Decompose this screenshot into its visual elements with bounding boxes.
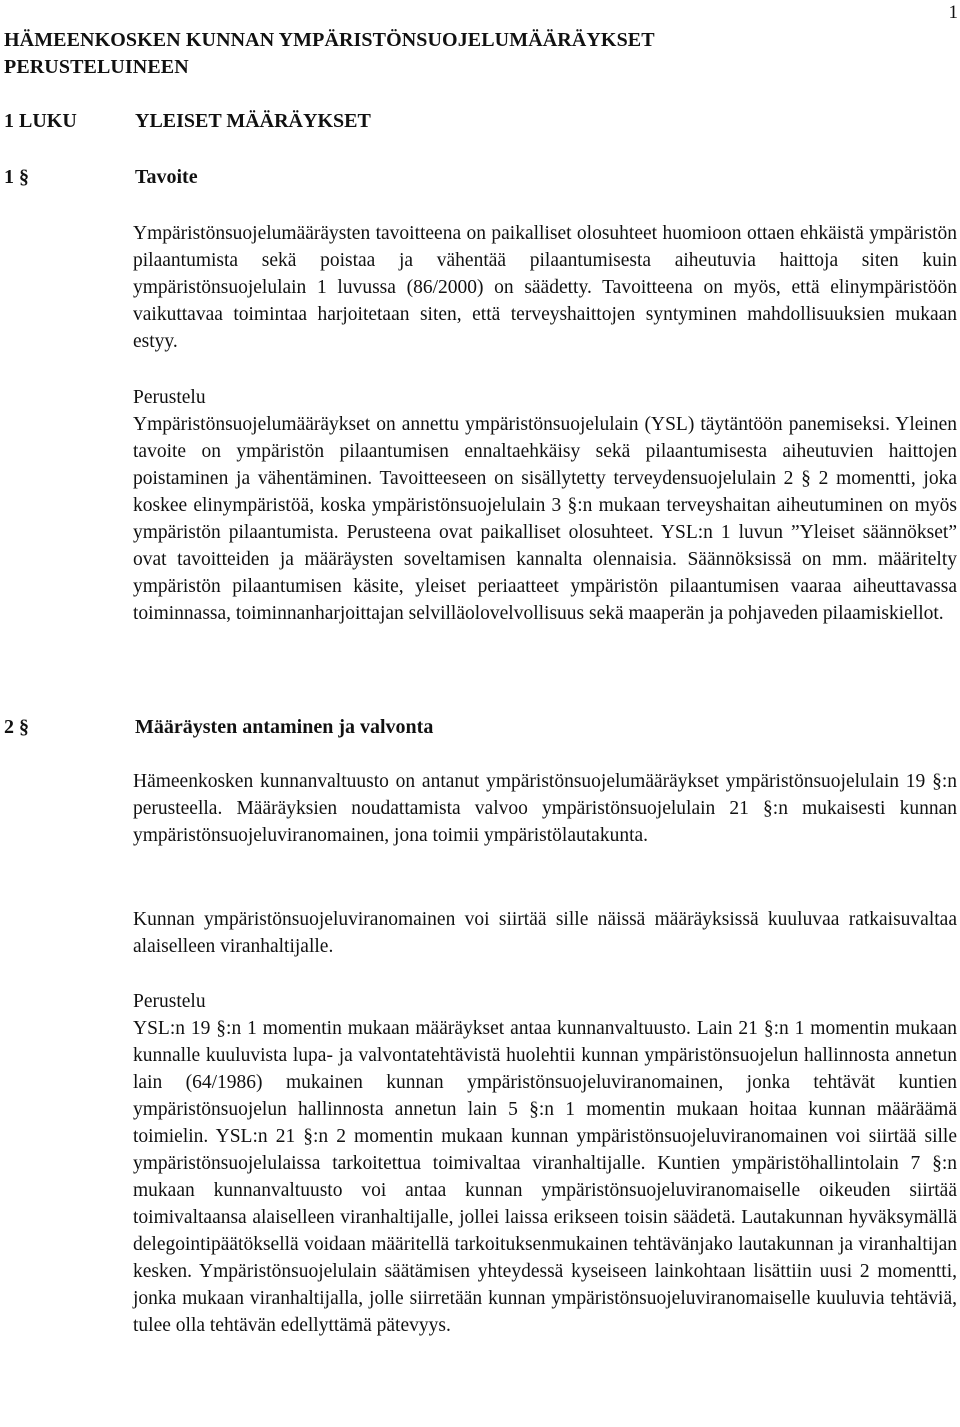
section-2-paragraph-1: Hämeenkosken kunnanvaltuusto on antanut ympäristönsuojelumääräykset ympäristönsuojelulain 19 §:n perusteella. Määräyksien noudattamista valvoo ympäristönsuojelulain 21 §:n mukaisesti kunnan ympäristönsuojeluviranomainen, jona toimii ympäristölautakunta.: [133, 771, 957, 846]
section-1-rationale-text: Ympäristönsuojelumääräykset on annettu ympäristönsuojelulain (YSL) täytäntöön panemiseksi. Yleinen tavoite on ympäristön pilaantumisen ennaltaehkäisy sekä pilaantumisesta aiheutuvien haittojen poistaminen ja vähentäminen. Tavoitteeseen on sisällytetty terveydensuojelulain 2 § 2 momentti, joka koskee elinympäristöä, koska ympäristönsuojelulain 3 §:n mukaan terveyshaitan aiheutuminen on myös ympäristön pilaantumista. Perusteena ovat paikalliset olosuhteet. YSL:n 1 luvun ”Yleiset säännökset” ovat tavoitteiden ja määräysten soveltamisen kannalta olennaisia. Säännöksissä on mm. määritelty ympäristön pilaantumisen käsite, yleiset periaatteet ympäristön pilaantumisen vaaraa aiheuttavassa toiminnassa, toiminnanharjoittajan selvilläolovelvollisuus sekä maaperän ja pohjaveden pilaamiskiellot.: [133, 414, 957, 624]
section-2-title: Määräysten antaminen ja valvonta: [135, 716, 434, 738]
section-2-rationale-text: YSL:n 19 §:n 1 momentin mukaan määräykset antaa kunnanvaltuusto. Lain 21 §:n 1 momentin mukaan kunnalle kuuluvista lupa- ja valvontatehtävistä huolehtii kunnan ympäristönsuojelun hallinnosta annetun lain (64/1986) mukainen kunnan ympäristönsuojeluviranomainen, jonka tehtävät kuntien ympäristönsuojelun hallinnosta annetun lain 5 §:n 1 momentin mukaan hoitaa kunnan määräämä toimielin. YSL:n 21 §:n 2 momentin mukaan kunnan ympäristönsuojeluviranomainen voi siirtää sille ympäristönsuojelulaissa tarkoitettua toimivaltaa viranhaltijalle. Kuntien ympäristöhallintolain 7 §:n mukaan kunnanvaltuusto voi antaa kunnan ympäristönsuojeluviranomaiselle oikeuden siirtää toimivaltaansa alaiselleen viranhaltijalle, jollei laissa erikseen toisin säädetä. Lautakunnan hyväksymällä delegointipäätöksellä voidaan määritellä tarkoituksenmukainen tehtävänjako lautakunnan ja viranhaltijan kesken. Ympäristönsuojelulain säätämisen yhteydessä kyseiseen lainkohtaan lisättiin uusi 2 momentti, jonka mukaan viranhaltijalla, jolle siirretään kunnan ympäristönsuojeluviranomaiselle kuuluvia tehtäviä, tulee olla tehtävän edellyttämä pätevyys.: [133, 1018, 957, 1336]
section-2-number: 2 §: [4, 716, 29, 738]
section-1-rationale: [133, 384, 957, 627]
section-2-paragraph-2: Kunnan ympäristönsuojeluviranomainen voi siirtää sille näissä määräyksissä kuuluvaa ratkaisuvaltaa alaiselleen viranhaltijalle.: [133, 909, 957, 957]
section-2-body-2: [133, 906, 957, 960]
section-2-body: [133, 768, 957, 849]
section-2-rationale: [133, 988, 957, 1339]
chapter-number: 1 LUKU: [4, 110, 77, 132]
section-1-number: 1 §: [4, 166, 29, 188]
document-title: [4, 27, 655, 81]
section-1-paragraph-1: Ympäristönsuojelumääräysten tavoitteena on paikalliset olosuhteet huomioon ottaen ehkäistä ympäristön pilaantumista sekä poistaa ja vähentää pilaantumisesta aiheutuvia haittoja siten kuin ympäristönsuojelulain 1 luvussa (86/2000) on säädetty. Tavoitteena on myös, että elinympäristöön vaikuttavaa toimintaa harjoitetaan siten, että terveyshaittojen syntyminen mahdollisuuksien mukaan estyy.: [133, 223, 957, 352]
section-1-title: Tavoite: [135, 166, 198, 188]
page-number: 1: [948, 2, 958, 23]
section-2-rationale-label: Perustelu: [133, 991, 206, 1012]
title-line-2: PERUSTELUINEEN: [4, 56, 189, 78]
section-1-rationale-label: Perustelu: [133, 387, 206, 408]
chapter-title: YLEISET MÄÄRÄYKSET: [135, 110, 371, 132]
section-1-body: [133, 220, 957, 355]
title-line-1: HÄMEENKOSKEN KUNNAN YMPÄRISTÖNSUOJELUMÄÄRÄYKSET: [4, 29, 655, 51]
